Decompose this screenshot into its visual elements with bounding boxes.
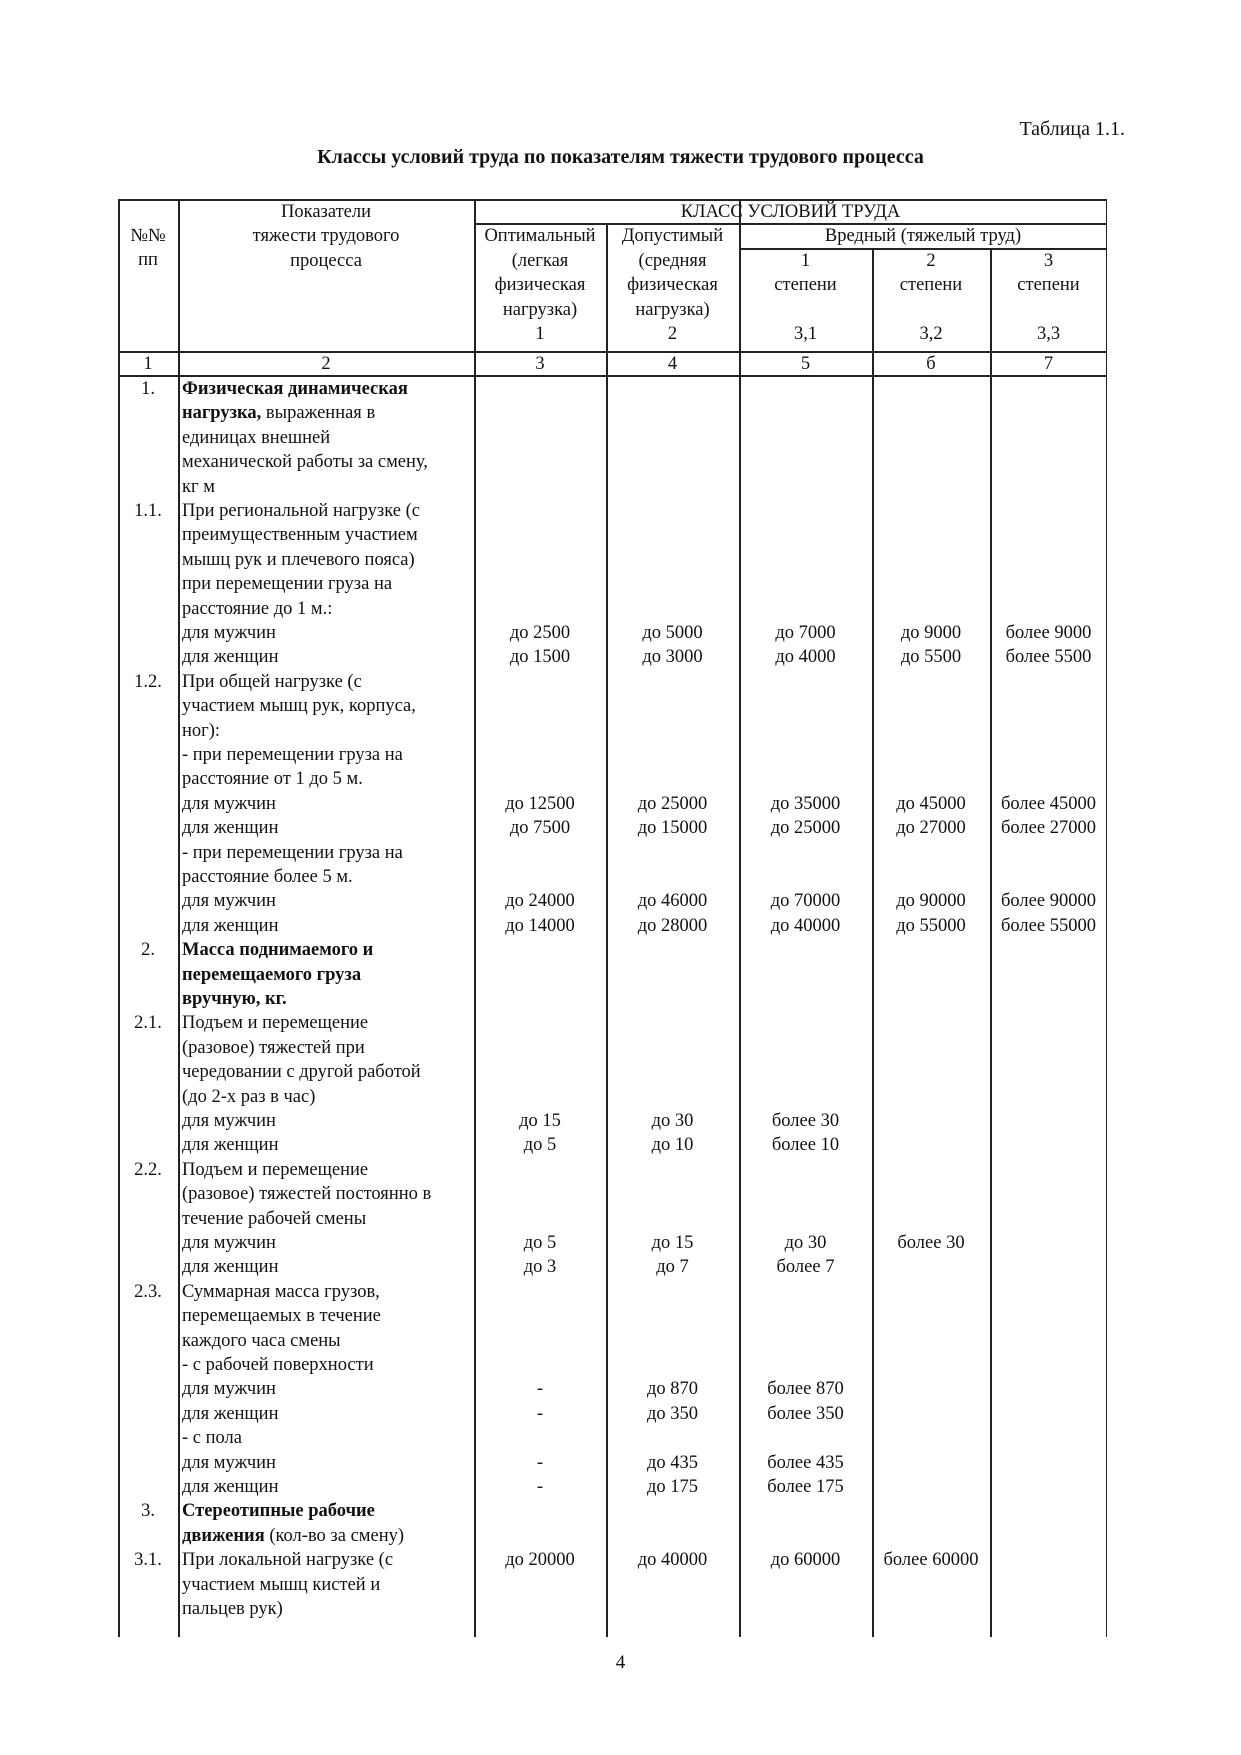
indicator-text	[182, 1548, 393, 1572]
indicator-text	[182, 1036, 365, 1060]
indicator-text	[182, 475, 215, 499]
indicator-text	[182, 548, 415, 572]
indicator-text	[182, 1377, 276, 1401]
value-cell: более 175	[767, 1477, 844, 1497]
indicator-text-segment: (разовое) тяжестей постоянно в	[182, 1184, 432, 1205]
indicator-text	[182, 1060, 421, 1084]
value-cell: до 7500	[509, 818, 571, 839]
indicator-text-segment: Подъем и перемещение	[182, 1013, 369, 1034]
optimal-header: Оптимальный	[484, 226, 596, 246]
row-number: 2.2.	[134, 1159, 162, 1180]
indicator-text	[182, 1255, 278, 1279]
column-number: 4	[667, 354, 678, 374]
indicator-text-segment: При общей нагрузке (с	[182, 671, 362, 692]
row-number: 2.	[141, 940, 155, 961]
deg1-line: 1	[800, 251, 811, 271]
indicator-text-segment: для женщин	[182, 915, 279, 936]
indicator-text-segment: вручную, кг.	[182, 989, 287, 1009]
indicator-text	[182, 1475, 278, 1499]
indicator-text	[182, 1426, 242, 1450]
indicator-text-segment: Суммарная масса грузов,	[182, 1281, 380, 1302]
page-number: 4	[615, 1652, 626, 1673]
indicator-text-segment: нагрузка,	[182, 403, 262, 424]
indicator-text	[182, 1329, 341, 1353]
value-cell: -	[536, 1477, 544, 1497]
indicator-text-segment: (кол-во за смену)	[264, 1525, 405, 1546]
allowable_desc-line: 2	[667, 324, 678, 345]
value-cell: более 9000	[1005, 623, 1092, 643]
indicator-text	[182, 523, 418, 547]
value-cell: более 90000	[1001, 891, 1096, 912]
indicator-text-segment: расстояние от 1 до 5 м.	[182, 769, 363, 790]
indicator-text	[182, 597, 332, 621]
indicator-text	[182, 572, 392, 596]
indicator-text-segment: Стереотипные рабочие	[182, 1501, 375, 1522]
indicator-text-segment: для женщин	[182, 1403, 279, 1424]
value-cell: до 70000	[770, 891, 841, 912]
column-number: б	[926, 354, 936, 374]
indicator-text-segment: чередовании с другой работой	[182, 1062, 421, 1083]
value-cell: до 5000	[642, 623, 703, 643]
optimal_desc-line: (легкая	[511, 251, 569, 271]
indicator-text-segment: кг м	[182, 476, 215, 497]
value-cell: до 350	[646, 1403, 699, 1424]
indicator-text	[182, 865, 353, 889]
indicator-text-segment: участием мышц кистей и	[182, 1574, 381, 1595]
indicator-text-segment: течение рабочей смены	[182, 1208, 367, 1229]
indicator-text-segment: для мужчин	[182, 1111, 276, 1131]
indicator-text-segment: для мужчин	[182, 1452, 276, 1473]
deg3-line: 3	[1043, 251, 1054, 271]
indicator-text-segment: для женщин	[182, 1477, 279, 1497]
indicator-text-segment: для мужчин	[182, 1233, 276, 1253]
indicator-text	[182, 1231, 276, 1255]
indicator-text-segment: для мужчин	[182, 793, 276, 814]
value-cell: до 1500	[509, 647, 571, 668]
optimal_desc-line: 1	[535, 324, 545, 345]
value-cell: до 3000	[642, 647, 703, 668]
indicator-text-segment: (разовое) тяжестей при	[182, 1037, 365, 1058]
value-cell: до 435	[646, 1452, 699, 1473]
indicator-text-segment: движения	[182, 1525, 265, 1546]
indicator-text	[182, 963, 361, 987]
indicator-text	[182, 1402, 278, 1426]
row-number: 1.2.	[134, 671, 162, 692]
indicator-text	[182, 987, 287, 1011]
indicator-text-segment: При региональной нагрузке (с	[182, 501, 420, 521]
row-number: 2.3.	[134, 1281, 162, 1302]
indicator-text-segment: единицах внешней	[182, 427, 331, 448]
deg1-line: 3,1	[793, 324, 818, 345]
value-cell: более 7	[776, 1257, 835, 1278]
indicator-text-segment: - при перемещении груза на	[182, 745, 403, 765]
value-cell: более 5500	[1005, 647, 1092, 668]
value-cell: до 28000	[637, 915, 708, 936]
indicator-text	[182, 792, 276, 816]
row-number: 1.1.	[134, 501, 162, 521]
deg1-line: степени	[774, 275, 837, 296]
indicator-text-segment: Подъем и перемещение	[182, 1159, 369, 1180]
indicator-text	[182, 694, 416, 718]
indicator-text	[182, 377, 408, 401]
class-title: КЛАСС УСЛОВИЙ ТРУДА	[680, 202, 901, 222]
value-cell: до 30	[784, 1233, 827, 1253]
column-number: 1	[143, 354, 153, 374]
value-cell: до 35000	[770, 793, 841, 814]
indicator-text	[182, 1158, 368, 1182]
deg3-line: 3,3	[1036, 324, 1061, 345]
value-cell: до 30	[651, 1111, 694, 1131]
value-cell: более 55000	[1001, 915, 1096, 936]
indicator-text	[182, 1182, 431, 1206]
indicator-text	[182, 889, 276, 913]
column-rule	[872, 248, 874, 1637]
value-cell: до 15000	[637, 818, 708, 839]
allowable-header: Допустимый	[621, 226, 724, 246]
value-cell: до 45000	[896, 793, 966, 814]
indicator-text	[182, 1207, 366, 1231]
allowable_desc-line: (средняя	[638, 251, 707, 271]
indicator-text	[182, 1109, 276, 1133]
value-cell: до 27000	[896, 818, 966, 839]
indicator-text	[182, 767, 363, 791]
allowable_desc-line: физическая	[627, 275, 718, 296]
harmful-header: Вредный (тяжелый труд)	[824, 226, 1022, 246]
value-cell: до 5	[523, 1233, 557, 1253]
num-line: пп	[138, 250, 158, 271]
indicator-text	[182, 1353, 374, 1377]
value-cell: более 435	[767, 1452, 844, 1473]
indicator-text	[182, 1085, 315, 1109]
value-cell: до 175	[646, 1477, 699, 1497]
column-number: 7	[1043, 354, 1054, 374]
value-cell: до 20000	[505, 1550, 575, 1571]
indicator-text-segment: ног):	[182, 720, 221, 741]
indicator-text	[182, 1304, 381, 1328]
indicator-text-segment: для мужчин	[182, 623, 276, 643]
indicator-text-segment: - при перемещении груза на	[182, 842, 403, 863]
value-cell: до 90000	[896, 891, 966, 912]
row-number: 3.1.	[134, 1550, 162, 1571]
value-cell: более 350	[767, 1403, 844, 1424]
value-cell: более 45000	[1001, 793, 1096, 814]
indicator-text-segment: для женщин	[182, 1257, 279, 1278]
indicator-text-segment: перемещаемого груза	[182, 964, 362, 985]
value-cell: более 30	[897, 1233, 965, 1253]
indicator-text	[182, 1280, 380, 1304]
value-cell: до 3	[523, 1257, 557, 1278]
row-number: 1.	[141, 379, 155, 399]
column-number: 5	[800, 354, 811, 374]
indicator-text	[182, 1499, 375, 1523]
value-cell: до 9000	[900, 623, 962, 643]
column-rule	[990, 248, 992, 1637]
optimal_desc-line: физическая	[494, 275, 586, 296]
value-cell: более 870	[767, 1379, 844, 1400]
row-number: 3.	[141, 1501, 155, 1522]
num-line: №№	[130, 226, 166, 246]
value-cell: до 7	[656, 1257, 689, 1278]
value-cell: до 46000	[637, 891, 708, 912]
indicator-text-segment: участием мышц рук, корпуса,	[182, 696, 416, 717]
indicator-text-segment: для женщин	[182, 818, 279, 839]
value-cell: до 2500	[509, 623, 571, 643]
indicator-text-segment: Физическая динамическая	[182, 379, 408, 399]
row-number: 2.1.	[134, 1013, 162, 1034]
value-cell: до 55000	[896, 915, 966, 936]
indicator-text-segment: мышц рук и плечевого пояса)	[182, 549, 415, 570]
value-cell: -	[536, 1379, 544, 1400]
indicator-text	[182, 1133, 278, 1157]
value-cell: до 40000	[637, 1550, 708, 1571]
indicator-text-segment: преимущественным участием	[182, 525, 418, 546]
value-cell: более 27000	[1001, 818, 1096, 839]
indicator-text-segment: (до 2-х раз в час)	[182, 1086, 316, 1107]
value-cell: до 25000	[770, 818, 841, 839]
value-cell: до 15	[651, 1233, 694, 1253]
value-cell: более 60000	[883, 1550, 979, 1571]
deg2-line: степени	[899, 275, 963, 296]
value-cell: до 12500	[505, 793, 575, 814]
column-number: 3	[535, 354, 545, 374]
indicator-text	[182, 645, 278, 669]
indicator-text-segment: пальцев рук)	[182, 1599, 283, 1619]
indicator-text-segment: - с пола	[182, 1428, 242, 1449]
value-cell: до 40000	[770, 915, 841, 936]
indicator-text	[182, 499, 420, 523]
allowable_desc-line: нагрузка)	[635, 299, 710, 320]
indicator-text-segment: механической работы за смену,	[182, 452, 428, 473]
indicator-line: Показатели	[281, 202, 371, 222]
column-rule	[178, 199, 180, 1637]
indicator-text-segment: расстояние более 5 м.	[182, 867, 353, 887]
indicator-text	[182, 426, 330, 450]
value-cell: до 4000	[775, 647, 836, 668]
indicator-text-segment: При локальной нагрузке (с	[182, 1550, 394, 1571]
value-cell: до 15	[519, 1111, 561, 1131]
indicator-text-segment: каждого часа смены	[182, 1330, 341, 1351]
indicator-text	[182, 1597, 283, 1621]
value-cell: более 10	[771, 1135, 840, 1156]
indicator-text-segment: расстояние до 1 м.:	[182, 598, 333, 619]
optimal_desc-line: нагрузка)	[502, 299, 578, 320]
value-cell: до 5500	[900, 647, 962, 668]
indicator-text-segment: для женщин	[182, 647, 279, 668]
indicator-text	[182, 621, 276, 645]
document-title: Классы условий труда по показателям тяжести трудового процесса	[317, 146, 924, 168]
work-conditions-table	[118, 199, 1107, 1637]
table-caption: Таблица 1.1.	[1019, 118, 1125, 140]
indicator-text-segment: при перемещении груза на	[182, 574, 393, 595]
value-cell: до 5	[523, 1135, 557, 1156]
column-rule	[118, 199, 120, 1637]
indicator-text	[182, 670, 362, 694]
value-cell: до 25000	[637, 793, 708, 814]
indicator-text-segment: Масса поднимаемого и	[182, 940, 374, 961]
indicator-text	[182, 938, 373, 962]
value-cell: до 60000	[770, 1550, 841, 1571]
indicator-line: тяжести трудового	[252, 226, 400, 247]
value-cell: до 10	[651, 1135, 694, 1156]
indicator-text-segment: - с рабочей поверхности	[182, 1355, 374, 1375]
value-cell: до 7000	[775, 623, 836, 643]
column-number: 2	[321, 354, 331, 374]
value-cell: -	[536, 1452, 544, 1473]
value-cell: более 30	[771, 1111, 840, 1131]
indicator-text-segment: перемещаемых в течение	[182, 1306, 381, 1327]
indicator-text	[182, 816, 278, 840]
indicator-text	[182, 1573, 380, 1597]
indicator-text	[182, 1524, 404, 1548]
indicator-text-segment: для мужчин	[182, 1379, 276, 1400]
indicator-text-segment: для мужчин	[182, 891, 276, 912]
indicator-text	[182, 450, 428, 474]
indicator-text	[182, 914, 278, 938]
value-cell: до 870	[646, 1379, 699, 1400]
value-cell: -	[536, 1403, 544, 1424]
value-cell: до 24000	[505, 891, 575, 912]
indicator-text	[182, 401, 375, 425]
indicator-text	[182, 743, 403, 767]
deg3-line: степени	[1017, 275, 1080, 296]
indicator-text	[182, 1011, 368, 1035]
indicator-line: процесса	[290, 250, 362, 271]
indicator-text-segment: выраженная в	[261, 403, 376, 424]
value-cell: до 14000	[505, 915, 575, 936]
indicator-text	[182, 1451, 276, 1475]
indicator-text	[182, 841, 403, 865]
indicator-text	[182, 719, 220, 743]
deg2-line: 2	[926, 251, 936, 271]
deg2-line: 3,2	[919, 324, 943, 345]
indicator-text-segment: для женщин	[182, 1135, 279, 1156]
